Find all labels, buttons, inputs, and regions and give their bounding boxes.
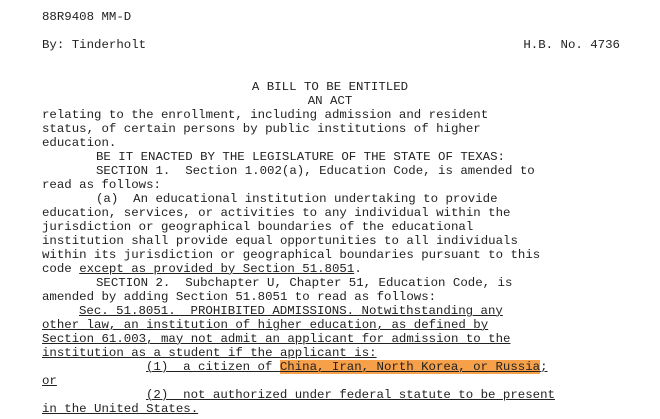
section-1-line: read as follows: — [42, 178, 161, 192]
bill-author: By: Tinderholt — [42, 38, 147, 52]
item-2-line: (2) not authorized under federal statute to be present — [146, 388, 555, 402]
section-1-line: SECTION 1. Section 1.002(a), Education Code, is amended to — [96, 164, 535, 178]
text-segment: . — [354, 262, 362, 276]
item-2-line: in the United States. — [42, 402, 199, 416]
subsection-a-line: jurisdiction or geographical boundaries of the educational — [42, 220, 474, 234]
subsection-a-line: education, services, or activities to any individual within the — [42, 206, 511, 220]
inserted-text: except as provided by Section 51.8051 — [79, 262, 355, 276]
act-title: AN ACT — [307, 94, 353, 108]
new-section-line: Section 61.003, may not admit an applicant for admission to the — [42, 332, 511, 346]
subsection-a-line: (a) An educational institution undertaking to provide — [96, 192, 498, 206]
new-section-line: institution as a student if the applicant is: — [42, 346, 377, 360]
new-section-line: Sec. 51.8051. PROHIBITED ADMISSIONS. Notwithstanding any — [79, 304, 503, 318]
caption-line: education. — [42, 136, 117, 150]
bill-number: H.B. No. 4736 — [523, 38, 620, 52]
subsection-a-line: institution shall provide equal opportunities to all individuals — [42, 234, 518, 248]
caption-line: status, of certain persons by public institutions of higher — [42, 122, 481, 136]
or-line: or — [42, 374, 57, 388]
enacting-clause: BE IT ENACTED BY THE LEGISLATURE OF THE STATE OF TEXAS: — [96, 150, 505, 164]
caption-line: relating to the enrollment, including admission and resident — [42, 108, 489, 122]
text-segment: ; — [540, 360, 548, 374]
text-segment: code — [42, 262, 80, 276]
subsection-a-line: within its jurisdiction or geographical boundaries pursuant to this — [42, 248, 541, 262]
new-section-line: other law, an institution of higher education, as defined by — [42, 318, 489, 332]
subsection-a-line — [42, 262, 362, 276]
bill-title: A BILL TO BE ENTITLED — [251, 80, 409, 94]
highlighted-countries: China, Iran, North Korea, or Russia — [279, 360, 541, 374]
item-1-line — [146, 360, 548, 374]
section-2-line: SECTION 2. Subchapter U, Chapter 51, Education Code, is — [96, 276, 513, 290]
text-segment: (1) a citizen of — [146, 360, 280, 374]
document-id: 88R9408 MM-D — [42, 10, 132, 24]
section-2-line: amended by adding Section 51.8051 to read as follows: — [42, 290, 437, 304]
